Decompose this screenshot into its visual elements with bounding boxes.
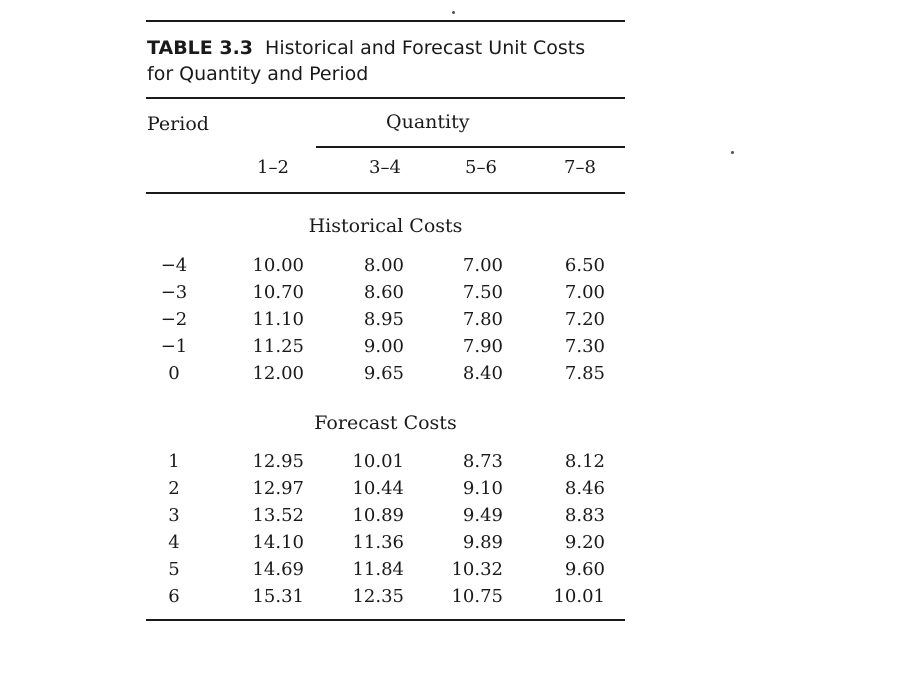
cost-cell: 12.35 — [352, 586, 404, 607]
column-header: 3–4 — [369, 157, 401, 178]
header-rule — [146, 192, 625, 194]
period-cell: 5 — [168, 559, 180, 580]
section-title: Forecast Costs — [314, 412, 457, 434]
period-cell: −2 — [160, 309, 188, 330]
cost-cell: 9.00 — [363, 336, 404, 357]
period-cell: 1 — [168, 451, 180, 472]
cost-cell: 9.10 — [462, 478, 503, 499]
cost-cell: 12.97 — [252, 478, 304, 499]
cost-cell: 7.90 — [462, 336, 503, 357]
cost-cell: 11.84 — [352, 559, 404, 580]
top-rule — [146, 20, 625, 22]
column-header: 1–2 — [257, 157, 289, 178]
cost-cell: 7.85 — [564, 363, 605, 384]
period-cell: 6 — [168, 586, 180, 607]
cost-cell: 10.32 — [451, 559, 503, 580]
column-header: 5–6 — [465, 157, 497, 178]
cost-cell: 8.12 — [564, 451, 605, 472]
cost-cell: 9.20 — [564, 532, 605, 553]
cost-cell: 7.20 — [564, 309, 605, 330]
caption-rule — [146, 97, 625, 99]
cost-cell: 9.60 — [564, 559, 605, 580]
cost-cell: 10.89 — [352, 505, 404, 526]
cost-cell: 9.89 — [462, 532, 503, 553]
cost-cell: 8.00 — [363, 255, 404, 276]
table-label: TABLE 3.3 — [147, 37, 254, 59]
cost-cell: 7.80 — [462, 309, 503, 330]
cost-cell: 10.01 — [553, 586, 605, 607]
scan-speck — [452, 11, 455, 14]
cost-cell: 10.75 — [451, 586, 503, 607]
table-title-line1: Historical and Forecast Unit Costs — [265, 37, 586, 59]
cost-cell: 12.00 — [252, 363, 304, 384]
period-header: Period — [147, 113, 209, 135]
period-cell: 3 — [168, 505, 180, 526]
cost-cell: 9.65 — [363, 363, 404, 384]
period-cell: 2 — [168, 478, 180, 499]
column-header: 7–8 — [564, 157, 596, 178]
cost-cell: 7.50 — [462, 282, 503, 303]
table-caption — [147, 35, 585, 87]
cost-cell: 8.60 — [363, 282, 404, 303]
cost-cell: 10.00 — [252, 255, 304, 276]
cost-cell: 8.46 — [564, 478, 605, 499]
cost-cell: 9.49 — [462, 505, 503, 526]
quantity-header: Quantity — [386, 111, 470, 133]
cost-cell: 8.83 — [564, 505, 605, 526]
cost-cell: 14.69 — [252, 559, 304, 580]
period-cell: 4 — [168, 532, 180, 553]
cost-cell: 8.40 — [462, 363, 503, 384]
cost-cell: 8.95 — [363, 309, 404, 330]
cost-cell: 11.36 — [352, 532, 404, 553]
quantity-rule — [316, 146, 625, 148]
cost-cell: 7.30 — [564, 336, 605, 357]
cost-cell: 7.00 — [462, 255, 503, 276]
cost-cell: 15.31 — [252, 586, 304, 607]
cost-cell: 10.44 — [352, 478, 404, 499]
period-cell: −1 — [160, 336, 188, 357]
bottom-rule — [146, 619, 625, 621]
cost-cell: 14.10 — [252, 532, 304, 553]
period-cell: 0 — [168, 363, 180, 384]
cost-cell: 13.52 — [252, 505, 304, 526]
cost-cell: 6.50 — [564, 255, 605, 276]
cost-cell: 8.73 — [462, 451, 503, 472]
section-title: Historical Costs — [308, 215, 463, 237]
period-cell: −3 — [160, 282, 188, 303]
period-cell: −4 — [160, 255, 188, 276]
cost-cell: 7.00 — [564, 282, 605, 303]
cost-cell: 10.70 — [252, 282, 304, 303]
cost-cell: 12.95 — [252, 451, 304, 472]
cost-cell: 11.10 — [252, 309, 304, 330]
cost-cell: 11.25 — [252, 336, 304, 357]
cost-cell: 10.01 — [352, 451, 404, 472]
scan-speck — [731, 151, 734, 154]
table-title-line2: for Quantity and Period — [147, 63, 369, 85]
